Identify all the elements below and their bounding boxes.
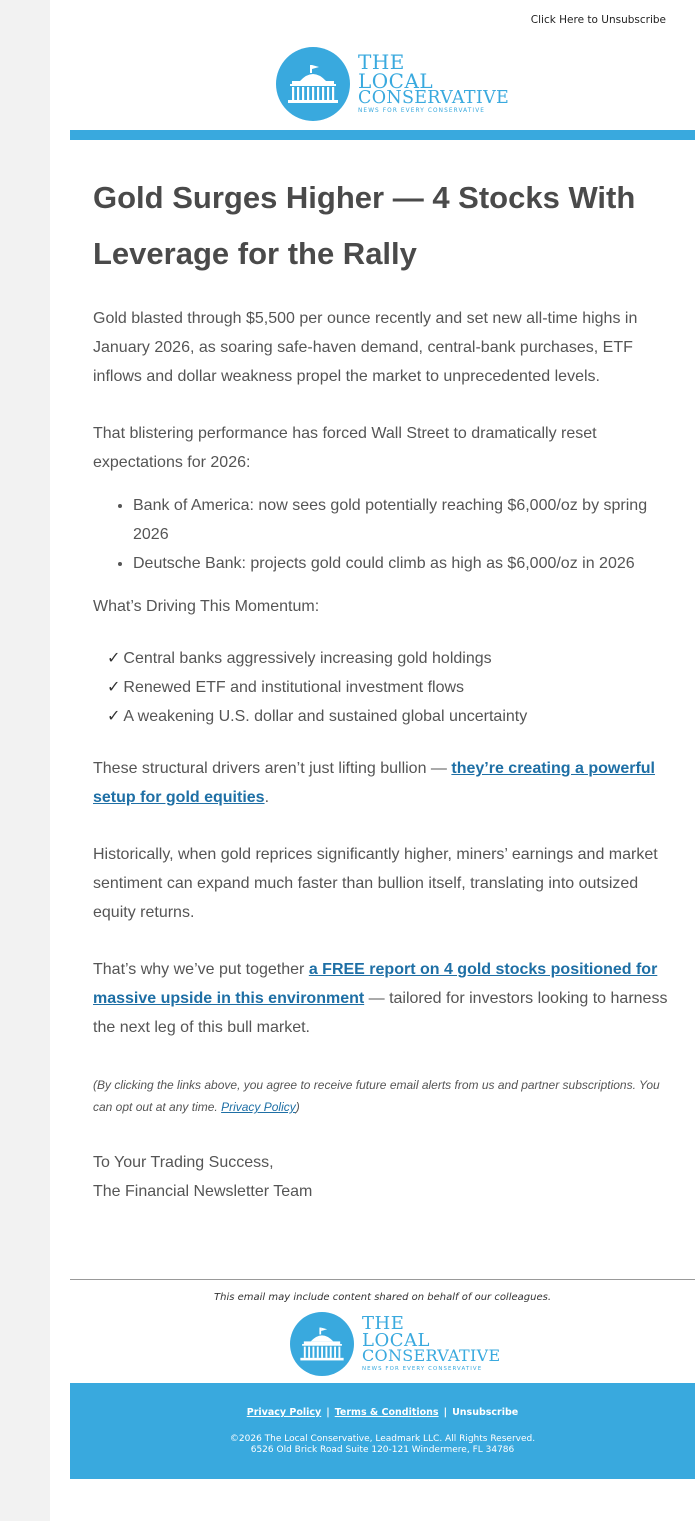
footer-divider: [70, 1279, 695, 1280]
capitol-seal-icon: [276, 47, 350, 121]
signoff: To Your Trading Success, The Financial Newsletter Team: [93, 1154, 313, 1200]
checkmark-icon: ✓: [107, 650, 121, 667]
footer-copyright: ©2026 The Local Conservative, Leadmark LLC. All Rights Reserved. 6526 Old Brick Road Suite 120-121 Windermere, FL 34786: [70, 1434, 695, 1456]
list-item: • Bank of America: now sees gold potentially reaching $6,000/oz by spring 2026: [133, 491, 673, 549]
drivers-heading: What’s Driving This Momentum:: [93, 598, 320, 615]
capitol-seal-icon: [290, 1312, 354, 1376]
reset-paragraph: That blistering performance has forced Wall Street to dramatically reset expectations for 2026:: [93, 425, 597, 471]
footer-unsubscribe-link[interactable]: Unsubscribe: [452, 1407, 519, 1418]
structural-paragraph: These structural drivers aren’t just lifting bullion — they’re creating a powerful setup for gold equities.: [93, 760, 655, 806]
unsubscribe-link[interactable]: Click Here to Unsubscribe: [530, 14, 666, 26]
brand-logo[interactable]: [276, 47, 509, 121]
historically-paragraph: Historically, when gold reprices significantly higher, miners’ earnings and market sentiment can expand much faster than bullion itself, translating into outsized equity returns.: [93, 846, 658, 921]
article: [93, 170, 673, 1206]
privacy-policy-link[interactable]: Privacy Policy: [221, 1100, 296, 1114]
bank-forecasts-list: [93, 491, 673, 578]
list-item: • Deutsche Bank: projects gold could climb as high as $6,000/oz in 2026: [133, 549, 673, 578]
disclaimer: (By clicking the links above, you agree to receive future email alerts from us and partner subscriptions. You can opt out at any time. Privacy Policy): [93, 1078, 660, 1114]
drivers-list: [107, 644, 673, 731]
footer-terms-link[interactable]: Terms & Conditions: [334, 1407, 439, 1418]
intro-paragraph: Gold blasted through $5,500 per ounce recently and set new all-time highs in January 2026, as soaring safe-haven demand, central-bank purchases, ETF inflows and dollar weakness propel the market to unprecedented levels.: [93, 310, 638, 385]
free-report-link[interactable]: a FREE report on 4 gold stocks positioned for massive upside in this environment: [93, 961, 658, 1007]
footer-bar: [70, 1383, 695, 1479]
footer-address: 6526 Old Brick Road Suite 120-121 Windermere, FL 34786: [250, 1445, 515, 1455]
email-body: [50, 0, 700, 1521]
footer-links: Privacy Policy | Terms & Conditions | Unsubscribe: [246, 1407, 519, 1418]
list-item: ✓ A weakening U.S. dollar and sustained global uncertainty: [107, 708, 528, 725]
article-title: Gold Surges Higher — 4 Stocks With Leverage for the Rally: [93, 180, 636, 271]
report-paragraph: That’s why we’ve put together a FREE report on 4 gold stocks positioned for massive upside in this environment — tailored for investors looking to harness the next leg of this bull market.: [93, 961, 668, 1036]
shared-content-note: This email may include content shared on behalf of our colleagues.: [214, 1292, 551, 1303]
header-accent-bar: [70, 130, 695, 140]
brand-wordmark: THE LOCAL CONSERVATIVE NEWS FOR EVERY CONSERVATIVE: [362, 1313, 501, 1372]
brand-wordmark: THE LOCAL CONSERVATIVE NEWS FOR EVERY CONSERVATIVE: [358, 50, 510, 115]
list-item: ✓ Central banks aggressively increasing gold holdings: [107, 650, 492, 667]
footer-privacy-link[interactable]: Privacy Policy: [246, 1407, 322, 1418]
list-item: ✓ Renewed ETF and institutional investment flows: [107, 679, 465, 696]
gold-equities-link[interactable]: they’re creating a powerful setup for gold equities: [93, 760, 655, 806]
checkmark-icon: ✓: [107, 679, 121, 696]
checkmark-icon: ✓: [107, 708, 121, 725]
footer-brand-logo[interactable]: [290, 1312, 500, 1376]
